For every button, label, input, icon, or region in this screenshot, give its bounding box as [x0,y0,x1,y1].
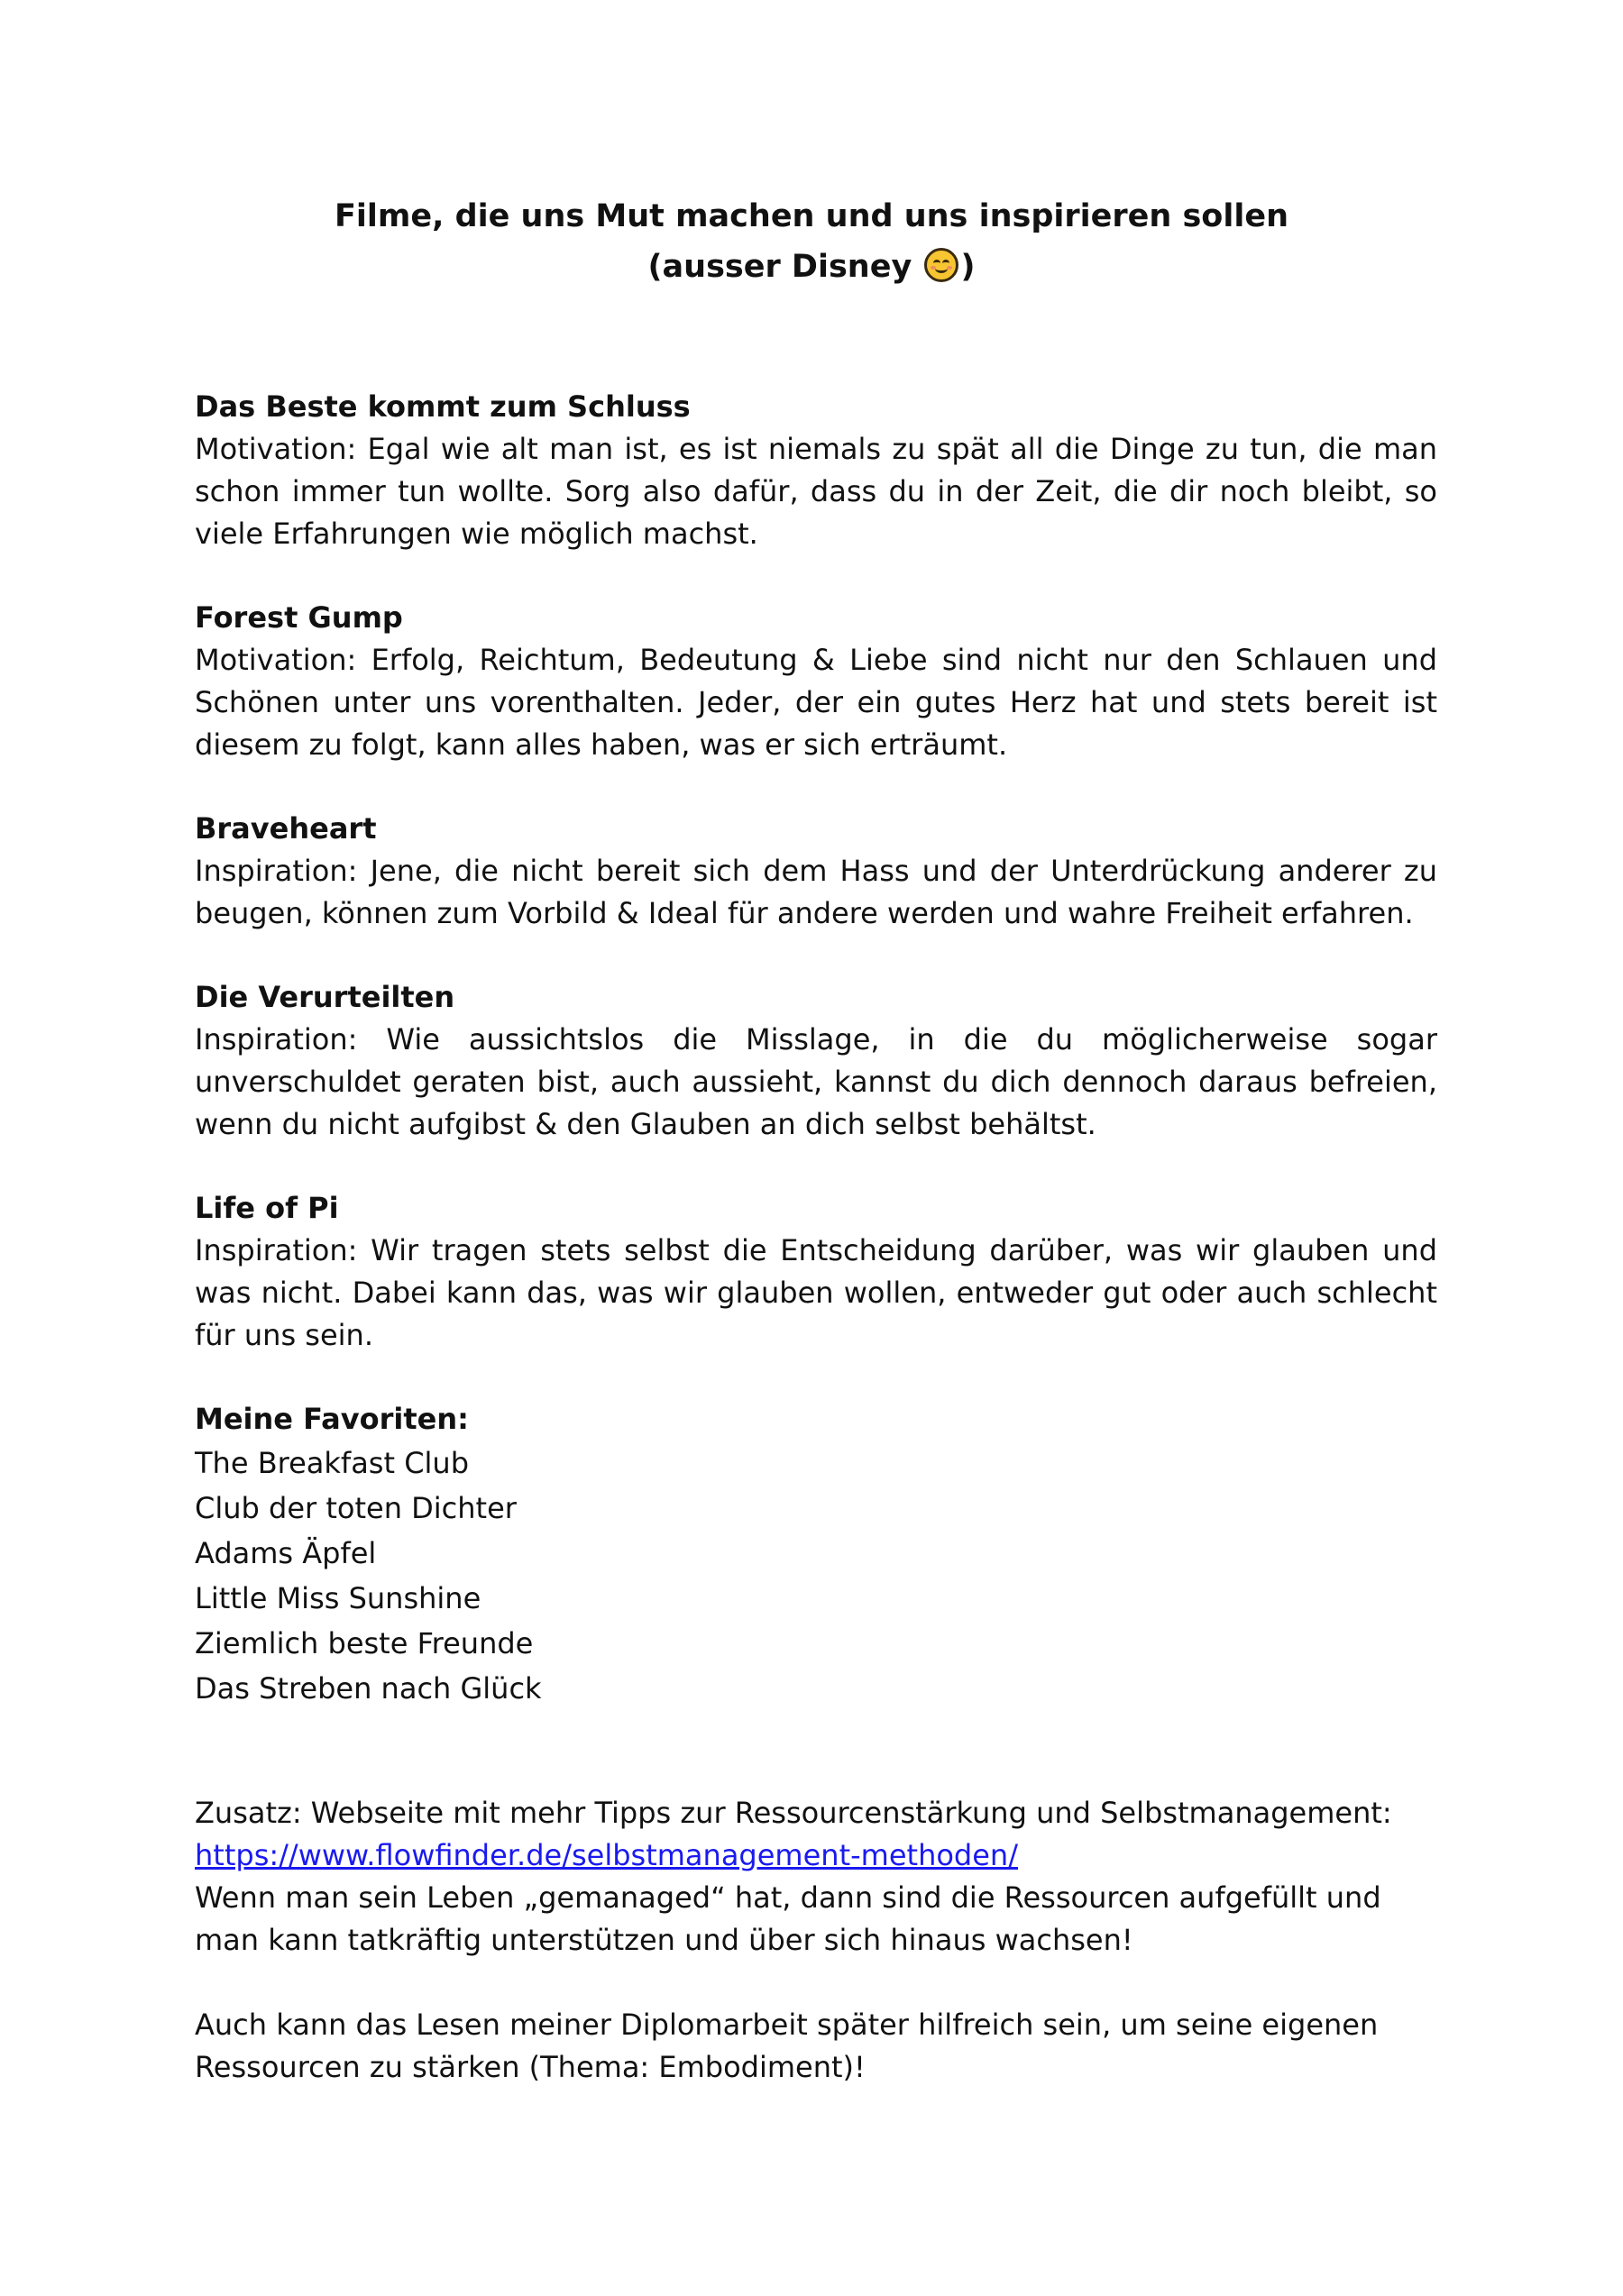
film-section [195,1187,1437,1357]
film-title: Das Beste kommt zum Schluss [195,389,691,424]
favorites-section [195,1398,1437,1711]
film-section [195,976,1437,1146]
page-title: Filme, die uns Mut machen und uns inspirieren sollen [334,198,1288,234]
flowfinder-link[interactable]: https://www.flowfinder.de/selbstmanagement-methoden/ [195,1838,1018,1872]
film-title: Braveheart [195,811,377,846]
favorites-heading: Meine Favoriten: [195,1402,469,1436]
title-block [0,191,1623,292]
film-description: Inspiration: Jene, die nicht bereit sich dem Hass und der Unterdrückung anderer zu beugen, können zum Vorbild & Ideal für andere werden und wahre Freiheit erfahren. [195,854,1437,930]
extra-section [195,1792,1437,2089]
film-section [195,386,1437,555]
film-description: Inspiration: Wir tragen stets selbst die Entscheidung darüber, was wir glauben und was nicht. Dabei kann das, was wir glauben wollen, entweder gut oder auch schlecht für uns sein. [195,1233,1437,1352]
list-item: Ziemlich beste Freunde [195,1626,534,1660]
extra-closing: Auch kann das Lesen meiner Diplomarbeit später hilfreich sein, um seine eigenen Ressourcen zu stärken (Thema: Embodiment)! [195,2008,1379,2084]
list-item: Club der toten Dichter [195,1491,517,1525]
film-title: Die Verurteilten [195,980,455,1014]
subtitle-prefix: (ausser Disney [647,249,923,285]
film-title: Forest Gump [195,600,403,635]
extra-after-link: Wenn man sein Leben „gemanaged“ hat, dann sind die Ressourcen aufgefüllt und man kann tatkräftig unterstützen und über sich hinaus wachsen! [195,1880,1381,1957]
film-description: Motivation: Egal wie alt man ist, es ist niemals zu spät all die Dinge zu tun, die man schon immer tun wollte. Sorg also dafür, dass du in der Zeit, die dir noch bleibt, so viele Erfahrungen wie möglich machst. [195,432,1437,551]
film-title: Life of Pi [195,1191,339,1225]
page-subtitle [0,242,1623,292]
list-item: Das Streben nach Glück [195,1671,542,1706]
film-section [195,808,1437,935]
list-item: The Breakfast Club [195,1446,470,1480]
smiling-face-icon [924,248,958,282]
favorites-list [195,1441,1437,1711]
extra-intro: Zusatz: Webseite mit mehr Tipps zur Ressourcenstärkung und Selbstmanagement: [195,1796,1392,1830]
film-description: Motivation: Erfolg, Reichtum, Bedeutung & Liebe sind nicht nur den Schlauen und Schönen unter uns vorenthalten. Jeder, der ein gutes Herz hat und stets bereit ist diesem zu folgt, kann alles haben, was er sich erträumt. [195,643,1437,762]
list-item: Adams Äpfel [195,1536,377,1570]
film-description: Inspiration: Wie aussichtslos die Misslage, in die du möglicherweise sogar unverschuldet geraten bist, auch aussieht, kannst du dich dennoch daraus befreien, wenn du nicht aufgibst & den Glauben an dich selbst behältst. [195,1022,1437,1141]
list-item: Little Miss Sunshine [195,1581,481,1615]
content [195,386,1437,2089]
subtitle-suffix: ) [960,249,976,285]
film-section [195,597,1437,766]
